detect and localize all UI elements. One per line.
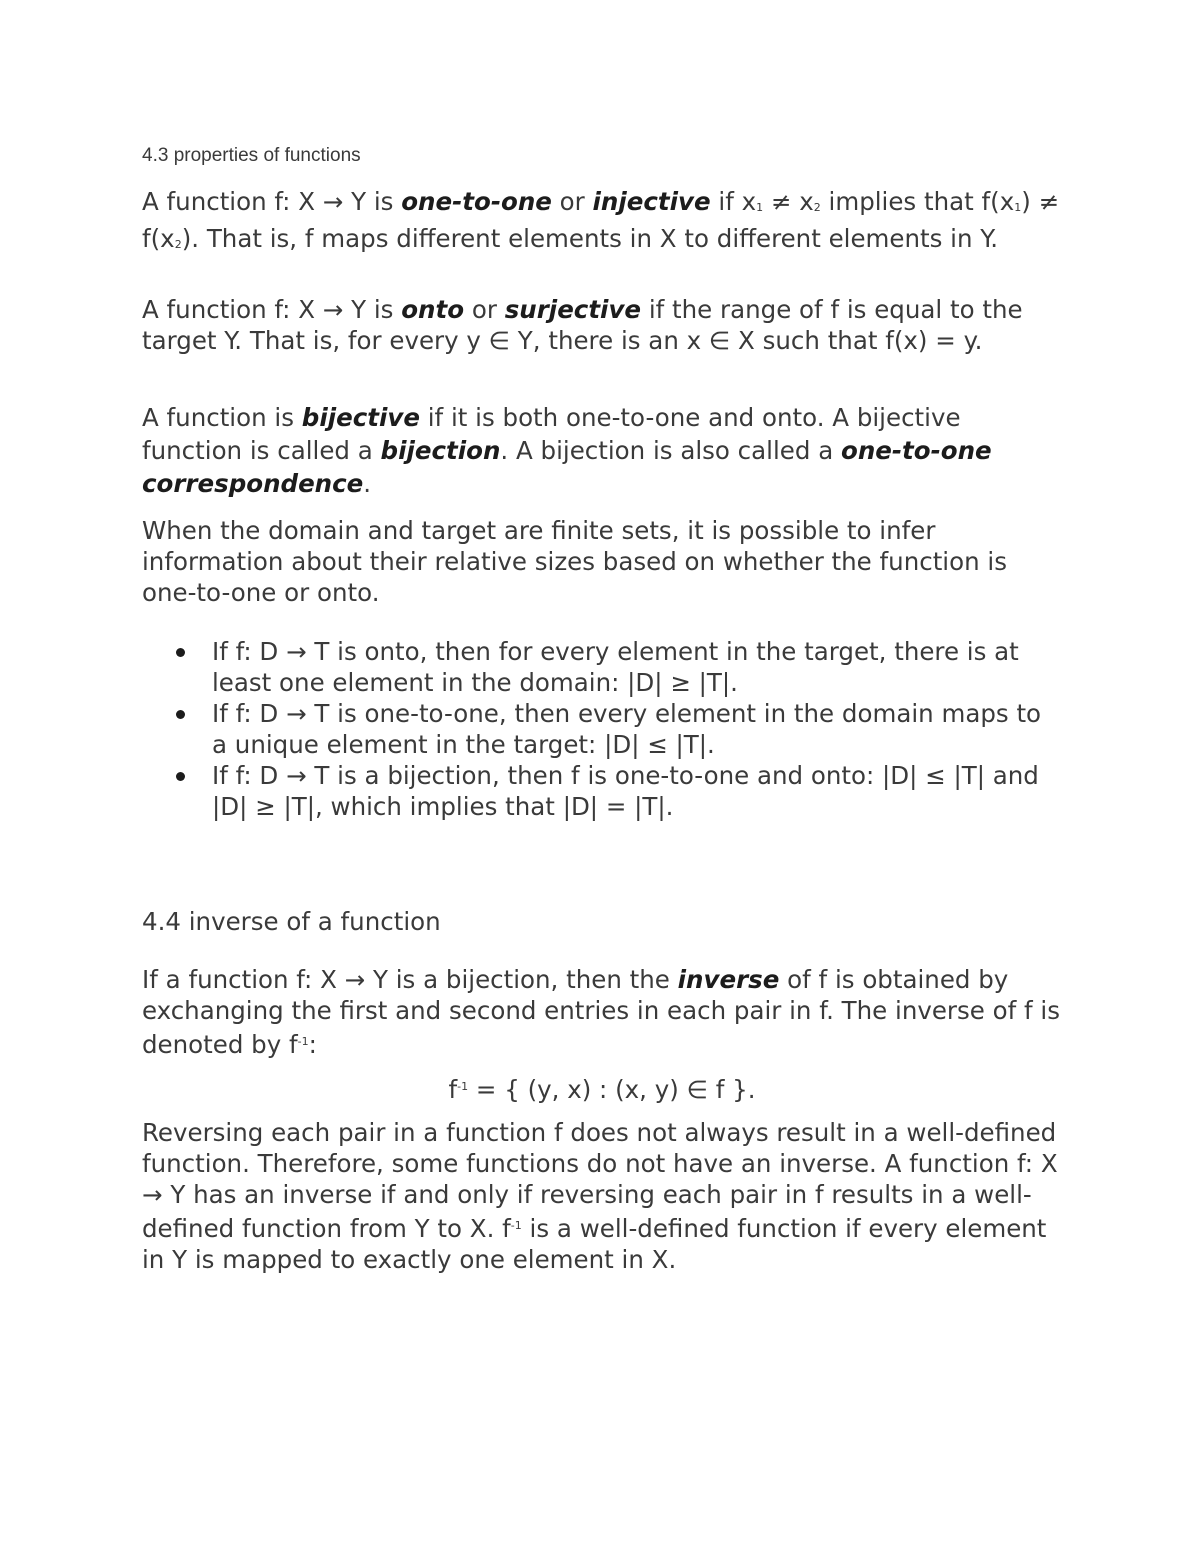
inverse-existence-paragraph: Reversing each pair in a function f does not always result in a well-defined function. Therefore, some functions do not have an inverse. A function f: X → Y has an inverse if and only if reversing each pair in f results in a well-defined function from Y to X. $f^{-1}$ is a well-defined function if every element in Y is mapped to exactly one element in X.: [142, 1118, 1058, 1274]
cardinality-bullet-list: [142, 636, 1062, 822]
term-bijection: bijection: [380, 436, 501, 465]
inverse-formula: $f^{-1}$ = { (y, x) : (x, y) ∈ f }.: [448, 1075, 756, 1104]
surjective-definition: A function f: X → Y is onto or surjective if the range of f is equal to the target Y. That is, for every y ∈ Y, there is an x ∈ X such that f(x) = y.: [142, 295, 1023, 355]
section-heading-4-3: 4.3 properties of functions: [142, 145, 361, 166]
term-surjective: surjective: [504, 295, 642, 324]
list-item: If f: D → T is a bijection, then f is one-to-one and onto: |D| ≤ |T| and |D| ≥ |T|, which implies that |D| = |T|.: [142, 760, 1062, 822]
term-onto: onto: [401, 295, 465, 324]
term-injective: injective: [592, 187, 711, 216]
finite-sets-paragraph: When the domain and target are finite sets, it is possible to infer information about their relative sizes based on whether the function is one-to-one or onto.: [142, 516, 1007, 607]
list-item: If f: D → T is one-to-one, then every element in the domain maps to a unique element in the target: |D| ≤ |T|.: [142, 698, 1062, 760]
term-one-to-one: one-to-one: [401, 187, 552, 216]
bullet-icon: [176, 772, 185, 781]
bijective-definition: A function is bijective if it is both one-to-one and onto. A bijective function is called a bijection. A bijection is also called a one-to-one correspondence.: [142, 403, 992, 498]
section-heading-4-4: 4.4 inverse of a function: [142, 907, 441, 936]
bullet-icon: [176, 648, 185, 657]
list-item: If f: D → T is onto, then for every element in the target, there is at least one element in the domain: |D| ≥ |T|.: [142, 636, 1062, 698]
term-inverse: inverse: [677, 965, 780, 994]
inverse-definition: If a function f: X → Y is a bijection, then the inverse of f is obtained by exchanging the first and second entries in each pair in f. The inverse of f is denoted by $f^{-1}$:: [142, 965, 1061, 1059]
injective-definition: A function f: X → Y is one-to-one or injective if x1 ≠ x2 implies that f(x1) ≠ f(x2). That is, f maps different elements in X to different elements in Y.: [142, 187, 1060, 253]
term-bijective: bijective: [301, 403, 420, 432]
term-one-to-one-correspondence: one-to-one correspondence: [142, 436, 992, 498]
bullet-icon: [176, 710, 185, 719]
